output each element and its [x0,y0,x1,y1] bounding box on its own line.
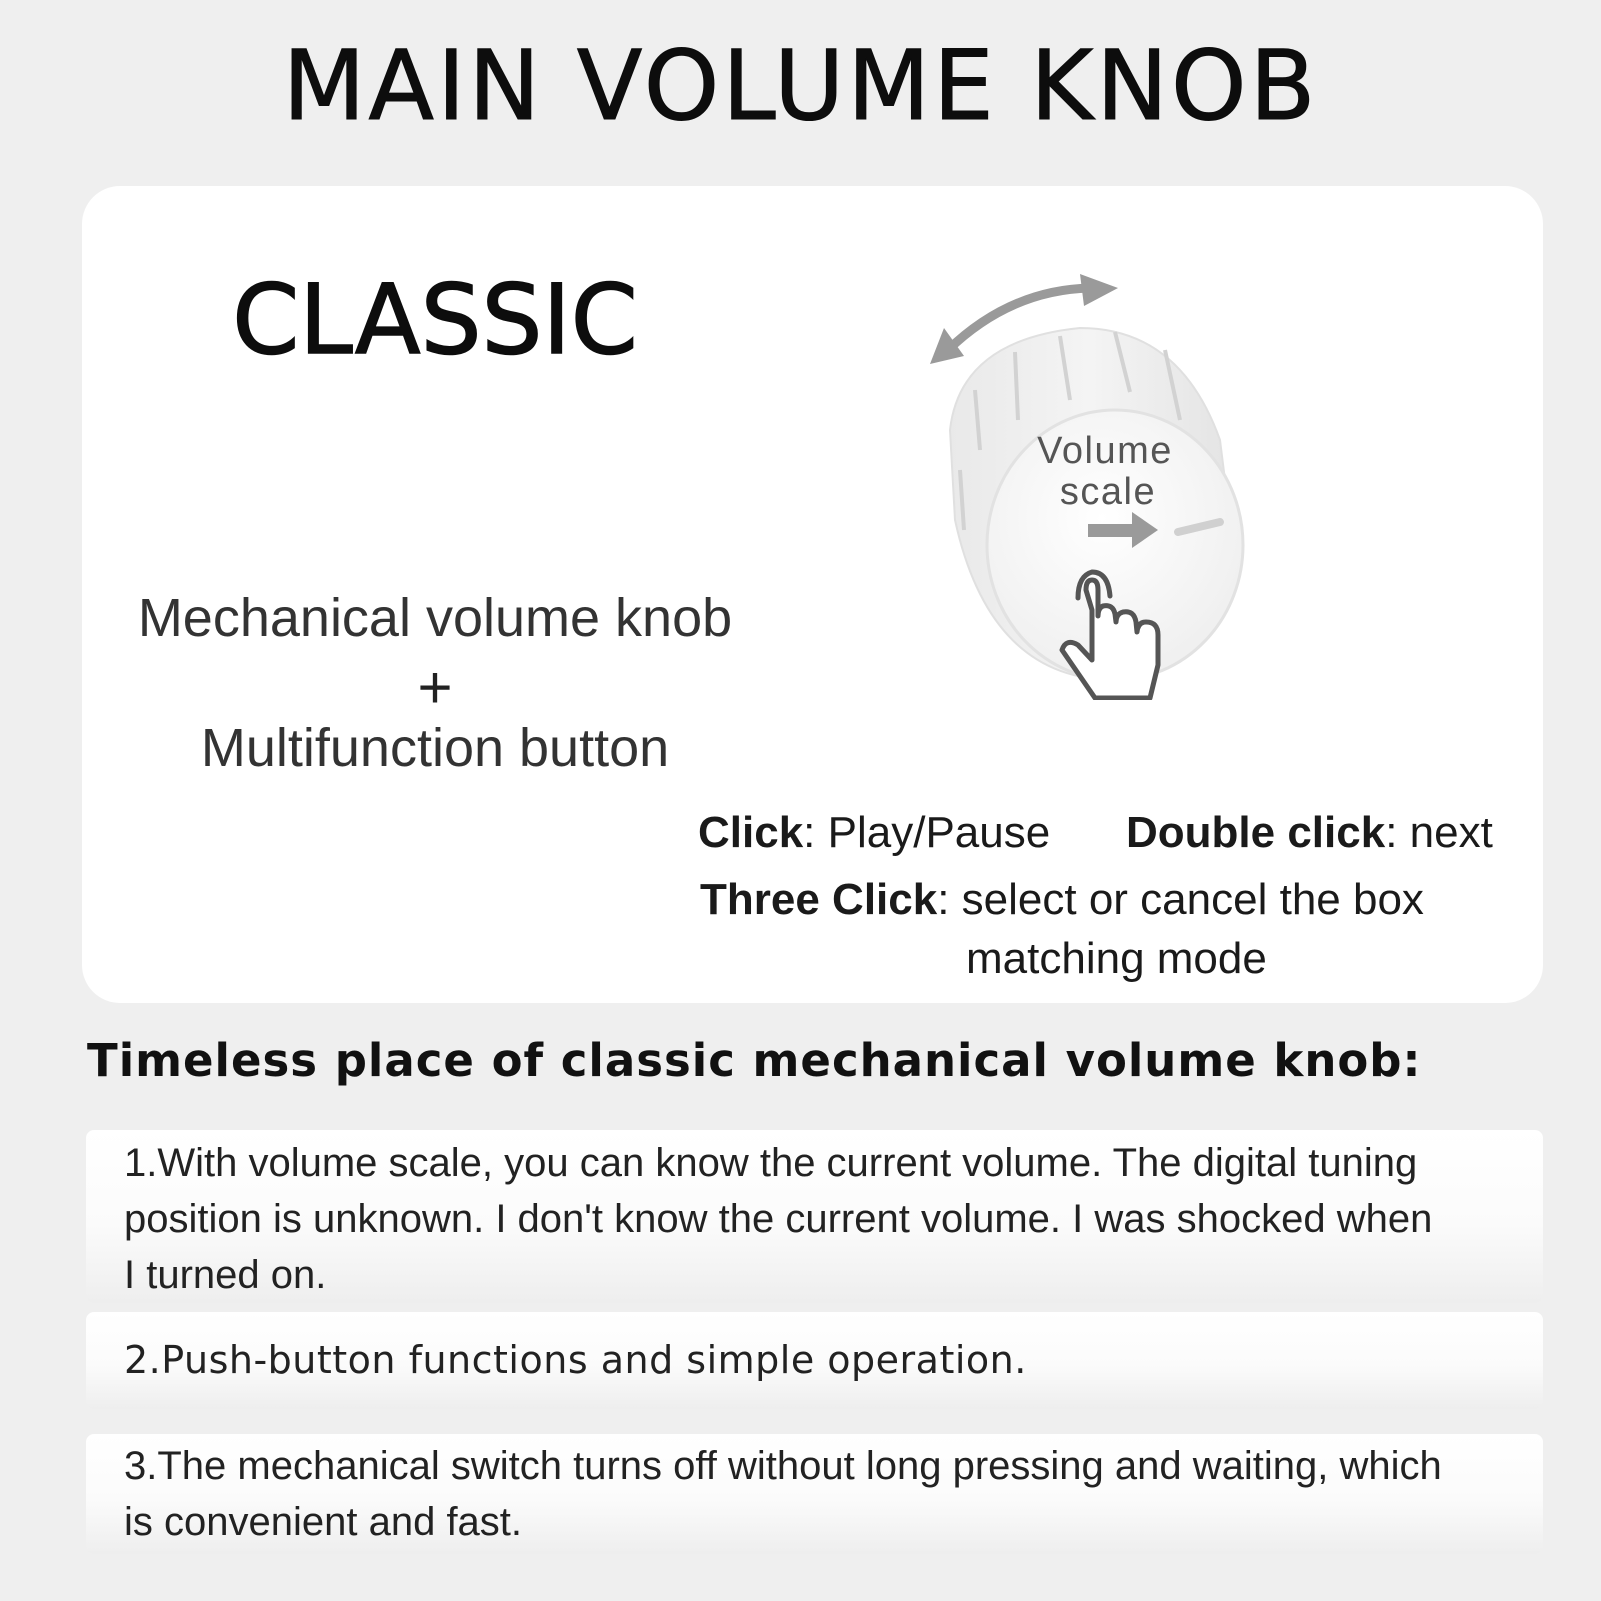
double-click-label: Double click [1126,808,1386,857]
three-click-value-continued: matching mode [966,934,1267,983]
feature-point-1: 1.With volume scale, you can know the current volume. The digital tuning position is unknown. I don't know the current volume. I was shocked when I turned on. [86,1130,1543,1303]
feature-point-3: 3.The mechanical switch turns off without long pressing and waiting, which is convenient and fast. [86,1434,1543,1554]
hero-line-button: Multifunction button [200,718,670,778]
knob-illustration [930,260,1270,700]
hero-plus: + [417,654,453,721]
three-click-value: : select or cancel the box [937,875,1424,924]
knob-label-line2: scale [1059,471,1157,513]
hero-line-knob: Mechanical volume knob [137,588,733,648]
function-double-click [1126,808,1493,857]
click-value: : Play/Pause [803,808,1051,857]
section-subheading: Timeless place of classic mechanical volume knob: [87,1034,1422,1087]
feature-point-2: 2.Push-button functions and simple operation. [86,1312,1543,1409]
function-click [698,808,1051,857]
click-label: Click [698,808,804,857]
hero-heading: CLASSIC [232,264,638,376]
knob-label-line1: Volume [1037,430,1173,472]
double-click-value: : next [1385,808,1493,857]
function-three-click [700,875,1424,924]
three-click-label: Three Click [700,875,938,924]
page-title: MAIN VOLUME KNOB [282,30,1319,142]
